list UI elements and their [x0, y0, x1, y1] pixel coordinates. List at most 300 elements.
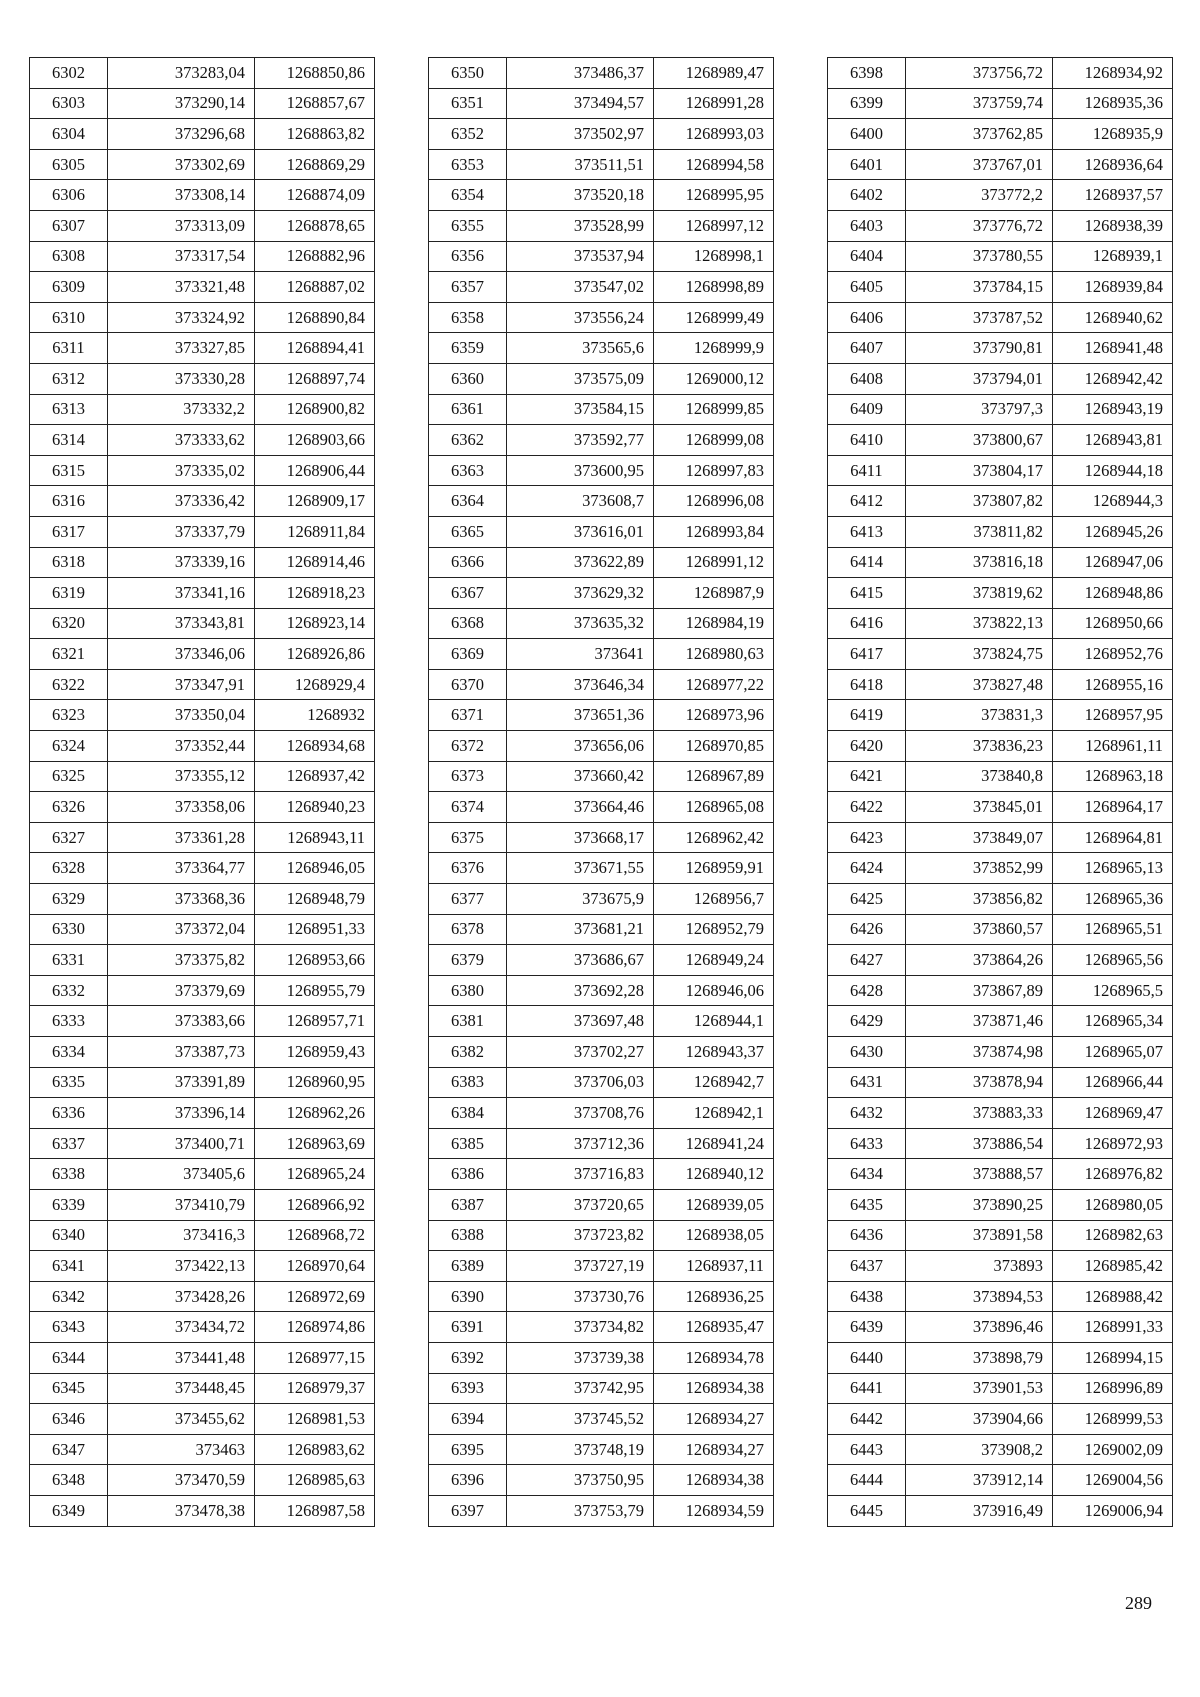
y-coordinate-cell: 1268965,56: [1053, 945, 1173, 976]
table-row: [828, 1098, 1173, 1129]
table-row: [429, 608, 774, 639]
table-row: [30, 1251, 375, 1282]
x-coordinate-cell: 373290,14: [108, 88, 255, 119]
table-row: [30, 945, 375, 976]
point-number-cell: 6422: [828, 792, 906, 823]
point-number-cell: 6415: [828, 578, 906, 609]
x-coordinate-cell: 373883,33: [906, 1098, 1053, 1129]
table-row: [30, 394, 375, 425]
table-row: [30, 363, 375, 394]
x-coordinate-cell: 373908,2: [906, 1434, 1053, 1465]
x-coordinate-cell: 373352,44: [108, 731, 255, 762]
table-row: [429, 1128, 774, 1159]
y-coordinate-cell: 1268934,68: [255, 731, 375, 762]
point-number-cell: 6356: [429, 241, 507, 272]
table-row: [30, 333, 375, 364]
y-coordinate-cell: 1268994,58: [654, 149, 774, 180]
x-coordinate-cell: 373794,01: [906, 363, 1053, 394]
table-row: [30, 119, 375, 150]
x-coordinate-cell: 373681,21: [507, 914, 654, 945]
x-coordinate-cell: 373712,36: [507, 1128, 654, 1159]
table-row: [30, 1495, 375, 1526]
table-row: [30, 1128, 375, 1159]
point-number-cell: 6376: [429, 853, 507, 884]
y-coordinate-cell: 1268897,74: [255, 363, 375, 394]
table-row: [828, 1312, 1173, 1343]
x-coordinate-cell: 373486,37: [507, 58, 654, 89]
y-coordinate-cell: 1268894,41: [255, 333, 375, 364]
y-coordinate-cell: 1268972,93: [1053, 1128, 1173, 1159]
x-coordinate-cell: 373867,89: [906, 975, 1053, 1006]
table-row: [30, 272, 375, 303]
x-coordinate-cell: 373629,32: [507, 578, 654, 609]
point-number-cell: 6314: [30, 425, 108, 456]
point-number-cell: 6398: [828, 58, 906, 89]
table-row: [429, 1098, 774, 1129]
table-row: [429, 180, 774, 211]
x-coordinate-cell: 373283,04: [108, 58, 255, 89]
table-row: [828, 88, 1173, 119]
x-coordinate-cell: 373852,99: [906, 853, 1053, 884]
point-number-cell: 6421: [828, 761, 906, 792]
x-coordinate-cell: 373372,04: [108, 914, 255, 945]
x-coordinate-cell: 373547,02: [507, 272, 654, 303]
y-coordinate-cell: 1268998,1: [654, 241, 774, 272]
point-number-cell: 6328: [30, 853, 108, 884]
table-row: [828, 547, 1173, 578]
x-coordinate-cell: 373776,72: [906, 210, 1053, 241]
x-coordinate-cell: 373827,48: [906, 669, 1053, 700]
table-row: [828, 302, 1173, 333]
point-number-cell: 6329: [30, 884, 108, 915]
point-number-cell: 6380: [429, 975, 507, 1006]
x-coordinate-cell: 373824,75: [906, 639, 1053, 670]
table-row: [30, 761, 375, 792]
table-row: [429, 914, 774, 945]
y-coordinate-cell: 1268890,84: [255, 302, 375, 333]
y-coordinate-cell: 1268934,38: [654, 1373, 774, 1404]
table-row: [828, 58, 1173, 89]
table-row: [429, 394, 774, 425]
table-row: [30, 241, 375, 272]
point-number-cell: 6397: [429, 1495, 507, 1526]
y-coordinate-cell: 1268999,49: [654, 302, 774, 333]
x-coordinate-cell: 373608,7: [507, 486, 654, 517]
y-coordinate-cell: 1268976,82: [1053, 1159, 1173, 1190]
table-row: [429, 119, 774, 150]
y-coordinate-cell: 1268932: [255, 700, 375, 731]
x-coordinate-cell: 373904,66: [906, 1404, 1053, 1435]
x-coordinate-cell: 373807,82: [906, 486, 1053, 517]
x-coordinate-cell: 373428,26: [108, 1281, 255, 1312]
point-number-cell: 6434: [828, 1159, 906, 1190]
x-coordinate-cell: 373734,82: [507, 1312, 654, 1343]
table-row: [30, 425, 375, 456]
x-coordinate-cell: 373296,68: [108, 119, 255, 150]
x-coordinate-cell: 373302,69: [108, 149, 255, 180]
table-row: [828, 1067, 1173, 1098]
y-coordinate-cell: 1268965,07: [1053, 1037, 1173, 1068]
table-row: [828, 1434, 1173, 1465]
y-coordinate-cell: 1268974,86: [255, 1312, 375, 1343]
y-coordinate-cell: 1268943,37: [654, 1037, 774, 1068]
point-number-cell: 6433: [828, 1128, 906, 1159]
page-number: 289: [1125, 1593, 1152, 1613]
x-coordinate-cell: 373759,74: [906, 88, 1053, 119]
point-number-cell: 6400: [828, 119, 906, 150]
point-number-cell: 6416: [828, 608, 906, 639]
y-coordinate-cell: 1268950,66: [1053, 608, 1173, 639]
x-coordinate-cell: 373537,94: [507, 241, 654, 272]
x-coordinate-cell: 373383,66: [108, 1006, 255, 1037]
table-row: [828, 1037, 1173, 1068]
table-row: [828, 914, 1173, 945]
table-row: [828, 1342, 1173, 1373]
table-row: [828, 792, 1173, 823]
table-row: [429, 731, 774, 762]
y-coordinate-cell: 1268996,08: [654, 486, 774, 517]
table-row: [828, 516, 1173, 547]
point-number-cell: 6353: [429, 149, 507, 180]
point-number-cell: 6354: [429, 180, 507, 211]
y-coordinate-cell: 1268934,92: [1053, 58, 1173, 89]
point-number-cell: 6389: [429, 1251, 507, 1282]
y-coordinate-cell: 1268965,36: [1053, 884, 1173, 915]
y-coordinate-cell: 1268935,47: [654, 1312, 774, 1343]
table-row: [30, 58, 375, 89]
x-coordinate-cell: 373894,53: [906, 1281, 1053, 1312]
point-number-cell: 6426: [828, 914, 906, 945]
table-row: [828, 486, 1173, 517]
y-coordinate-cell: 1268982,63: [1053, 1220, 1173, 1251]
table-row: [828, 455, 1173, 486]
table-row: [429, 486, 774, 517]
table-row: [30, 1037, 375, 1068]
y-coordinate-cell: 1268903,66: [255, 425, 375, 456]
table-row: [429, 210, 774, 241]
coordinate-table-2: [428, 57, 774, 1527]
y-coordinate-cell: 1269000,12: [654, 363, 774, 394]
point-number-cell: 6333: [30, 1006, 108, 1037]
y-coordinate-cell: 1269002,09: [1053, 1434, 1173, 1465]
point-number-cell: 6307: [30, 210, 108, 241]
x-coordinate-cell: 373347,91: [108, 669, 255, 700]
point-number-cell: 6418: [828, 669, 906, 700]
point-number-cell: 6428: [828, 975, 906, 1006]
table-row: [30, 700, 375, 731]
point-number-cell: 6340: [30, 1220, 108, 1251]
x-coordinate-cell: 373780,55: [906, 241, 1053, 272]
point-number-cell: 6330: [30, 914, 108, 945]
point-number-cell: 6308: [30, 241, 108, 272]
point-number-cell: 6423: [828, 822, 906, 853]
y-coordinate-cell: 1268955,16: [1053, 669, 1173, 700]
table-row: [828, 822, 1173, 853]
y-coordinate-cell: 1268999,85: [654, 394, 774, 425]
x-coordinate-cell: 373871,46: [906, 1006, 1053, 1037]
x-coordinate-cell: 373355,12: [108, 761, 255, 792]
y-coordinate-cell: 1268965,51: [1053, 914, 1173, 945]
table-row: [30, 914, 375, 945]
table-row: [429, 88, 774, 119]
table-row: [429, 639, 774, 670]
y-coordinate-cell: 1268964,81: [1053, 822, 1173, 853]
point-number-cell: 6432: [828, 1098, 906, 1129]
y-coordinate-cell: 1268911,84: [255, 516, 375, 547]
table-row: [828, 700, 1173, 731]
point-number-cell: 6401: [828, 149, 906, 180]
point-number-cell: 6404: [828, 241, 906, 272]
x-coordinate-cell: 373708,76: [507, 1098, 654, 1129]
table-row: [30, 1312, 375, 1343]
table-row: [429, 1281, 774, 1312]
point-number-cell: 6441: [828, 1373, 906, 1404]
y-coordinate-cell: 1268941,24: [654, 1128, 774, 1159]
y-coordinate-cell: 1268939,1: [1053, 241, 1173, 272]
y-coordinate-cell: 1268970,64: [255, 1251, 375, 1282]
x-coordinate-cell: 373375,82: [108, 945, 255, 976]
point-number-cell: 6408: [828, 363, 906, 394]
point-number-cell: 6305: [30, 149, 108, 180]
point-number-cell: 6362: [429, 425, 507, 456]
x-coordinate-cell: 373890,25: [906, 1189, 1053, 1220]
y-coordinate-cell: 1268951,33: [255, 914, 375, 945]
table-row: [828, 578, 1173, 609]
x-coordinate-cell: 373686,67: [507, 945, 654, 976]
point-number-cell: 6440: [828, 1342, 906, 1373]
x-coordinate-cell: 373641: [507, 639, 654, 670]
point-number-cell: 6402: [828, 180, 906, 211]
x-coordinate-cell: 373387,73: [108, 1037, 255, 1068]
x-coordinate-cell: 373745,52: [507, 1404, 654, 1435]
point-number-cell: 6381: [429, 1006, 507, 1037]
y-coordinate-cell: 1268909,17: [255, 486, 375, 517]
y-coordinate-cell: 1268935,9: [1053, 119, 1173, 150]
point-number-cell: 6395: [429, 1434, 507, 1465]
point-number-cell: 6345: [30, 1373, 108, 1404]
table-row: [429, 1159, 774, 1190]
y-coordinate-cell: 1268945,26: [1053, 516, 1173, 547]
point-number-cell: 6321: [30, 639, 108, 670]
point-number-cell: 6323: [30, 700, 108, 731]
table-row: [30, 516, 375, 547]
point-number-cell: 6436: [828, 1220, 906, 1251]
y-coordinate-cell: 1268940,62: [1053, 302, 1173, 333]
point-number-cell: 6324: [30, 731, 108, 762]
y-coordinate-cell: 1268980,05: [1053, 1189, 1173, 1220]
point-number-cell: 6413: [828, 516, 906, 547]
x-coordinate-cell: 373656,06: [507, 731, 654, 762]
table-row: [30, 1098, 375, 1129]
x-coordinate-cell: 373772,2: [906, 180, 1053, 211]
y-coordinate-cell: 1268874,09: [255, 180, 375, 211]
x-coordinate-cell: 373767,01: [906, 149, 1053, 180]
x-coordinate-cell: 373840,8: [906, 761, 1053, 792]
point-number-cell: 6348: [30, 1465, 108, 1496]
x-coordinate-cell: 373727,19: [507, 1251, 654, 1282]
y-coordinate-cell: 1268953,66: [255, 945, 375, 976]
table-row: [828, 1404, 1173, 1435]
point-number-cell: 6385: [429, 1128, 507, 1159]
point-number-cell: 6318: [30, 547, 108, 578]
x-coordinate-cell: 373860,57: [906, 914, 1053, 945]
table-row: [828, 333, 1173, 364]
table-row: [828, 853, 1173, 884]
y-coordinate-cell: 1268914,46: [255, 547, 375, 578]
y-coordinate-cell: 1268957,71: [255, 1006, 375, 1037]
point-number-cell: 6425: [828, 884, 906, 915]
x-coordinate-cell: 373341,16: [108, 578, 255, 609]
y-coordinate-cell: 1268936,25: [654, 1281, 774, 1312]
y-coordinate-cell: 1268987,9: [654, 578, 774, 609]
table-row: [30, 975, 375, 1006]
point-number-cell: 6352: [429, 119, 507, 150]
table-row: [30, 1434, 375, 1465]
table-row: [828, 119, 1173, 150]
table-row: [429, 455, 774, 486]
x-coordinate-cell: 373332,2: [108, 394, 255, 425]
x-coordinate-cell: 373600,95: [507, 455, 654, 486]
x-coordinate-cell: 373762,85: [906, 119, 1053, 150]
y-coordinate-cell: 1268977,22: [654, 669, 774, 700]
x-coordinate-cell: 373822,13: [906, 608, 1053, 639]
x-coordinate-cell: 373748,19: [507, 1434, 654, 1465]
x-coordinate-cell: 373668,17: [507, 822, 654, 853]
x-coordinate-cell: 373874,98: [906, 1037, 1053, 1068]
table-row: [828, 149, 1173, 180]
table-row: [429, 1312, 774, 1343]
point-number-cell: 6406: [828, 302, 906, 333]
table-row: [429, 1465, 774, 1496]
y-coordinate-cell: 1268939,05: [654, 1189, 774, 1220]
y-coordinate-cell: 1268999,53: [1053, 1404, 1173, 1435]
x-coordinate-cell: 373664,46: [507, 792, 654, 823]
point-number-cell: 6360: [429, 363, 507, 394]
x-coordinate-cell: 373800,67: [906, 425, 1053, 456]
table-row: [828, 425, 1173, 456]
x-coordinate-cell: 373364,77: [108, 853, 255, 884]
y-coordinate-cell: 1268993,03: [654, 119, 774, 150]
x-coordinate-cell: 373753,79: [507, 1495, 654, 1526]
y-coordinate-cell: 1268997,83: [654, 455, 774, 486]
y-coordinate-cell: 1268997,12: [654, 210, 774, 241]
point-number-cell: 6355: [429, 210, 507, 241]
y-coordinate-cell: 1268994,15: [1053, 1342, 1173, 1373]
y-coordinate-cell: 1268961,11: [1053, 731, 1173, 762]
x-coordinate-cell: 373422,13: [108, 1251, 255, 1282]
point-number-cell: 6309: [30, 272, 108, 303]
y-coordinate-cell: 1268977,15: [255, 1342, 375, 1373]
table-row: [429, 302, 774, 333]
x-coordinate-cell: 373410,79: [108, 1189, 255, 1220]
point-number-cell: 6368: [429, 608, 507, 639]
x-coordinate-cell: 373819,62: [906, 578, 1053, 609]
table-row: [30, 1006, 375, 1037]
y-coordinate-cell: 1268850,86: [255, 58, 375, 89]
y-coordinate-cell: 1268963,18: [1053, 761, 1173, 792]
y-coordinate-cell: 1268955,79: [255, 975, 375, 1006]
point-number-cell: 6417: [828, 639, 906, 670]
point-number-cell: 6332: [30, 975, 108, 1006]
y-coordinate-cell: 1268948,86: [1053, 578, 1173, 609]
x-coordinate-cell: 373321,48: [108, 272, 255, 303]
point-number-cell: 6410: [828, 425, 906, 456]
y-coordinate-cell: 1268934,59: [654, 1495, 774, 1526]
y-coordinate-cell: 1268918,23: [255, 578, 375, 609]
y-coordinate-cell: 1268969,47: [1053, 1098, 1173, 1129]
y-coordinate-cell: 1268991,28: [654, 88, 774, 119]
point-number-cell: 6358: [429, 302, 507, 333]
point-number-cell: 6331: [30, 945, 108, 976]
x-coordinate-cell: 373448,45: [108, 1373, 255, 1404]
point-number-cell: 6377: [429, 884, 507, 915]
point-number-cell: 6419: [828, 700, 906, 731]
point-number-cell: 6384: [429, 1098, 507, 1129]
table-row: [828, 884, 1173, 915]
x-coordinate-cell: 373575,09: [507, 363, 654, 394]
y-coordinate-cell: 1268959,91: [654, 853, 774, 884]
point-number-cell: 6375: [429, 822, 507, 853]
point-number-cell: 6378: [429, 914, 507, 945]
x-coordinate-cell: 373441,48: [108, 1342, 255, 1373]
point-number-cell: 6403: [828, 210, 906, 241]
x-coordinate-cell: 373898,79: [906, 1342, 1053, 1373]
point-number-cell: 6310: [30, 302, 108, 333]
point-number-cell: 6334: [30, 1037, 108, 1068]
table-row: [429, 1067, 774, 1098]
table-row: [828, 210, 1173, 241]
table-row: [30, 88, 375, 119]
x-coordinate-cell: 373886,54: [906, 1128, 1053, 1159]
table-row: [828, 975, 1173, 1006]
y-coordinate-cell: 1268863,82: [255, 119, 375, 150]
y-coordinate-cell: 1268962,42: [654, 822, 774, 853]
table-row: [30, 455, 375, 486]
y-coordinate-cell: 1268941,48: [1053, 333, 1173, 364]
table-row: [30, 639, 375, 670]
table-row: [828, 669, 1173, 700]
y-coordinate-cell: 1268965,13: [1053, 853, 1173, 884]
table-row: [429, 1495, 774, 1526]
x-coordinate-cell: 373335,02: [108, 455, 255, 486]
point-number-cell: 6370: [429, 669, 507, 700]
point-number-cell: 6411: [828, 455, 906, 486]
point-number-cell: 6322: [30, 669, 108, 700]
point-number-cell: 6346: [30, 1404, 108, 1435]
x-coordinate-cell: 373750,95: [507, 1465, 654, 1496]
y-coordinate-cell: 1268963,69: [255, 1128, 375, 1159]
table-row: [828, 180, 1173, 211]
y-coordinate-cell: 1268959,43: [255, 1037, 375, 1068]
table-row: [429, 1251, 774, 1282]
x-coordinate-cell: 373584,15: [507, 394, 654, 425]
x-coordinate-cell: 373916,49: [906, 1495, 1053, 1526]
y-coordinate-cell: 1268878,65: [255, 210, 375, 241]
y-coordinate-cell: 1268970,85: [654, 731, 774, 762]
point-number-cell: 6342: [30, 1281, 108, 1312]
y-coordinate-cell: 1268995,95: [654, 180, 774, 211]
table-row: [30, 792, 375, 823]
table-row: [828, 945, 1173, 976]
point-number-cell: 6390: [429, 1281, 507, 1312]
x-coordinate-cell: 373912,14: [906, 1465, 1053, 1496]
y-coordinate-cell: 1268937,57: [1053, 180, 1173, 211]
point-number-cell: 6386: [429, 1159, 507, 1190]
table-row: [828, 1281, 1173, 1312]
table-row: [30, 1067, 375, 1098]
x-coordinate-cell: 373739,38: [507, 1342, 654, 1373]
table-row: [429, 578, 774, 609]
